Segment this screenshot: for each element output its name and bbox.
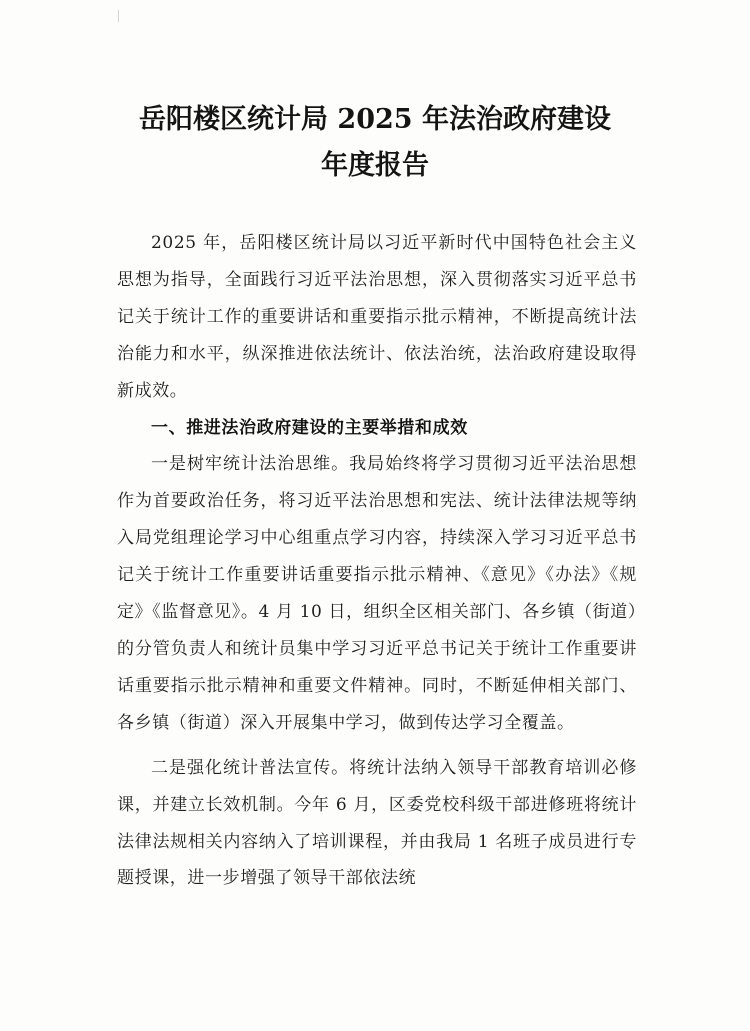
scan-mark [118, 10, 119, 22]
section-heading: 一、推进法治政府建设的主要举措和成效 [151, 417, 468, 438]
title-line-1: 岳阳楼区统计局 2025 年法治政府建设 [139, 104, 611, 135]
paragraph-1: 一是树牢统计法治思维。我局始终将学习贯彻习近平法治思想作为首要政治任务，将习近平法治思想和宪法、统计法律法规等纳入局党组理论学习中心组重点学习内容，持续深入学习习近平总书记关于统计工作重要讲话重要指示批示精神、《意见》《办法》《规定》《监督意见》。4 月 10 日，组织全区相关部门、各乡镇（街道）的分管负责人和统计员集中学习习近平总书记关于统计工作重要讲话重要指示批示精神和重要文件精神。同时，不断延伸相关部门、各乡镇（街道）深入开展集中学习，做到传达学习全覆盖。 [117, 454, 637, 733]
title-line-2: 年度报告 [321, 150, 429, 181]
document-body [117, 225, 637, 897]
intro-paragraph: 2025 年，岳阳楼区统计局以习近平新时代中国特色社会主义思想为指导，全面践行习近平法治思想，深入贯彻落实习近平总书记关于统计工作的重要讲话和重要指示批示精神，不断提高统计法治能力和水平，纵深推进依法统计、依法治统，法治政府建设取得新成效。 [117, 233, 637, 401]
document-title [0, 100, 750, 186]
paragraph-2: 二是强化统计普法宣传。将统计法纳入领导干部教育培训必修课，并建立长效机制。今年 6 月，区委党校科级干部进修班将统计法律法规相关内容纳入了培训课程，并由我局 1 名班子成员进行专题授课，进一步增强了领导干部依法统 [117, 757, 637, 889]
